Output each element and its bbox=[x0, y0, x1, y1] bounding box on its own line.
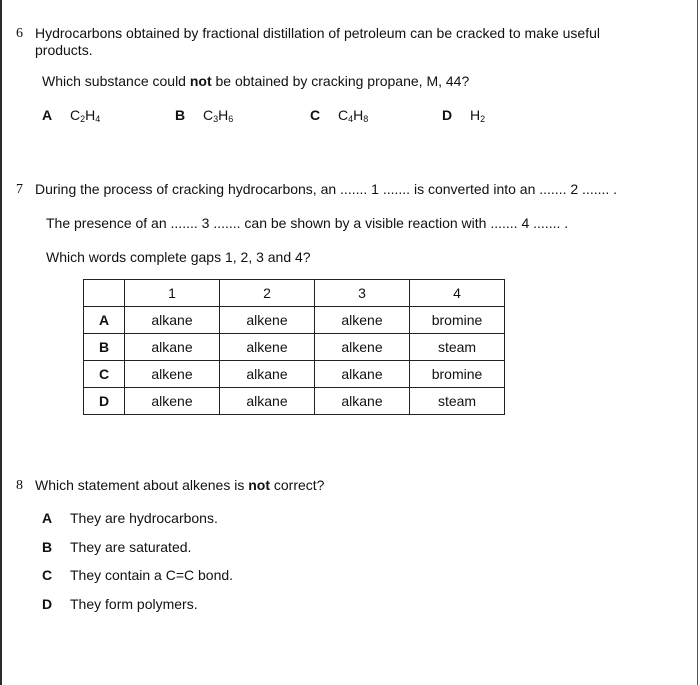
q6-question bbox=[42, 73, 469, 90]
q7-table-cell: alkene bbox=[220, 334, 315, 361]
q8-option-text: They form polymers. bbox=[70, 596, 198, 612]
q8-question bbox=[35, 477, 324, 494]
q6-option-formula: $C_3H_6$ bbox=[203, 107, 234, 124]
page-right-edge bbox=[697, 0, 698, 685]
q7-table-row-label: D bbox=[84, 388, 125, 415]
q8-option-label: B bbox=[42, 539, 53, 555]
q6-question-pre: Which substance could bbox=[42, 73, 190, 89]
q6-option-label: D bbox=[442, 107, 453, 123]
q6-question-emph: not bbox=[189, 73, 212, 89]
q7-table-cell: bromine bbox=[410, 361, 505, 388]
q7-answer-table bbox=[83, 279, 505, 415]
q7-table-header-cell bbox=[84, 280, 125, 307]
q7-line-2: The presence of an ....... 3 ....... can be shown by a visible reaction with ....... 4 ....... . bbox=[46, 215, 569, 231]
q7-table-header-cell: 1 bbox=[125, 280, 220, 307]
q6-line-2: products. bbox=[35, 42, 93, 58]
q6-number: 6 bbox=[16, 26, 23, 41]
q7-table-header-cell: 2 bbox=[220, 280, 315, 307]
q7-table-header-cell: 3 bbox=[315, 280, 410, 307]
q8-option-label: A bbox=[42, 510, 53, 526]
q8-option-text: They are hydrocarbons. bbox=[70, 510, 218, 526]
q6-option-label: C bbox=[310, 107, 321, 123]
q8-question-pre: Which statement about alkenes is bbox=[35, 477, 249, 493]
q8-number: 8 bbox=[16, 478, 23, 493]
q7-table-row bbox=[84, 307, 505, 334]
q7-table-cell: alkene bbox=[220, 307, 315, 334]
q7-table-cell: alkene bbox=[315, 334, 410, 361]
q6-option bbox=[310, 107, 368, 124]
q6-option-formula: $C_2H_4$ bbox=[70, 107, 101, 124]
q7-table-row bbox=[84, 334, 505, 361]
q7-question: Which words complete gaps 1, 2, 3 and 4? bbox=[46, 249, 311, 265]
q6-option-formula: $C_4H_8$ bbox=[338, 107, 369, 124]
q7-table-header-cell: 4 bbox=[410, 280, 505, 307]
q7-table-cell: alkene bbox=[315, 307, 410, 334]
q6-option bbox=[42, 107, 100, 124]
q7-table-row-label: A bbox=[84, 307, 125, 334]
q7-table-cell: bromine bbox=[410, 307, 505, 334]
q7-table-cell: steam bbox=[410, 388, 505, 415]
q8-option-text: They contain a C=C bond. bbox=[70, 567, 234, 583]
q7-table-row bbox=[84, 361, 505, 388]
q6-option bbox=[442, 107, 485, 124]
q7-table-cell: alkane bbox=[220, 388, 315, 415]
q7-table-cell: alkene bbox=[125, 388, 220, 415]
q6-option-label: B bbox=[175, 107, 186, 123]
q8-option-label: D bbox=[42, 596, 53, 612]
q7-table-cell: alkene bbox=[125, 361, 220, 388]
page-left-edge bbox=[0, 0, 2, 685]
q8-question-emph: not bbox=[248, 477, 270, 493]
q7-table-row-label: B bbox=[84, 334, 125, 361]
q7-table-cell: alkane bbox=[315, 388, 410, 415]
q7-table-cell: alkane bbox=[125, 307, 220, 334]
q6-option bbox=[175, 107, 233, 124]
q6-question-post: be obtained by cracking propane, M, 44? bbox=[211, 73, 470, 89]
q7-table-row bbox=[84, 388, 505, 415]
q8-question-post: correct? bbox=[270, 477, 325, 493]
q6-option-label: A bbox=[42, 107, 53, 123]
q7-line-1: During the process of cracking hydrocarbons, an ....... 1 ....... is converted into an ....... 2 ....... . bbox=[35, 181, 618, 197]
q7-table-header-row bbox=[84, 280, 505, 307]
q8-option-label: C bbox=[42, 567, 53, 583]
q6-option-formula: $H_2$ bbox=[470, 107, 486, 124]
q7-table-row-label: C bbox=[84, 361, 125, 388]
q6-line-1: Hydrocarbons obtained by fractional distillation of petroleum can be cracked to make useful bbox=[35, 25, 600, 41]
q7-number: 7 bbox=[16, 182, 23, 197]
q7-table-cell: alkane bbox=[220, 361, 315, 388]
q7-table-cell: steam bbox=[410, 334, 505, 361]
q7-table-cell: alkane bbox=[315, 361, 410, 388]
q7-table-cell: alkane bbox=[125, 334, 220, 361]
q8-option-text: They are saturated. bbox=[70, 539, 192, 555]
